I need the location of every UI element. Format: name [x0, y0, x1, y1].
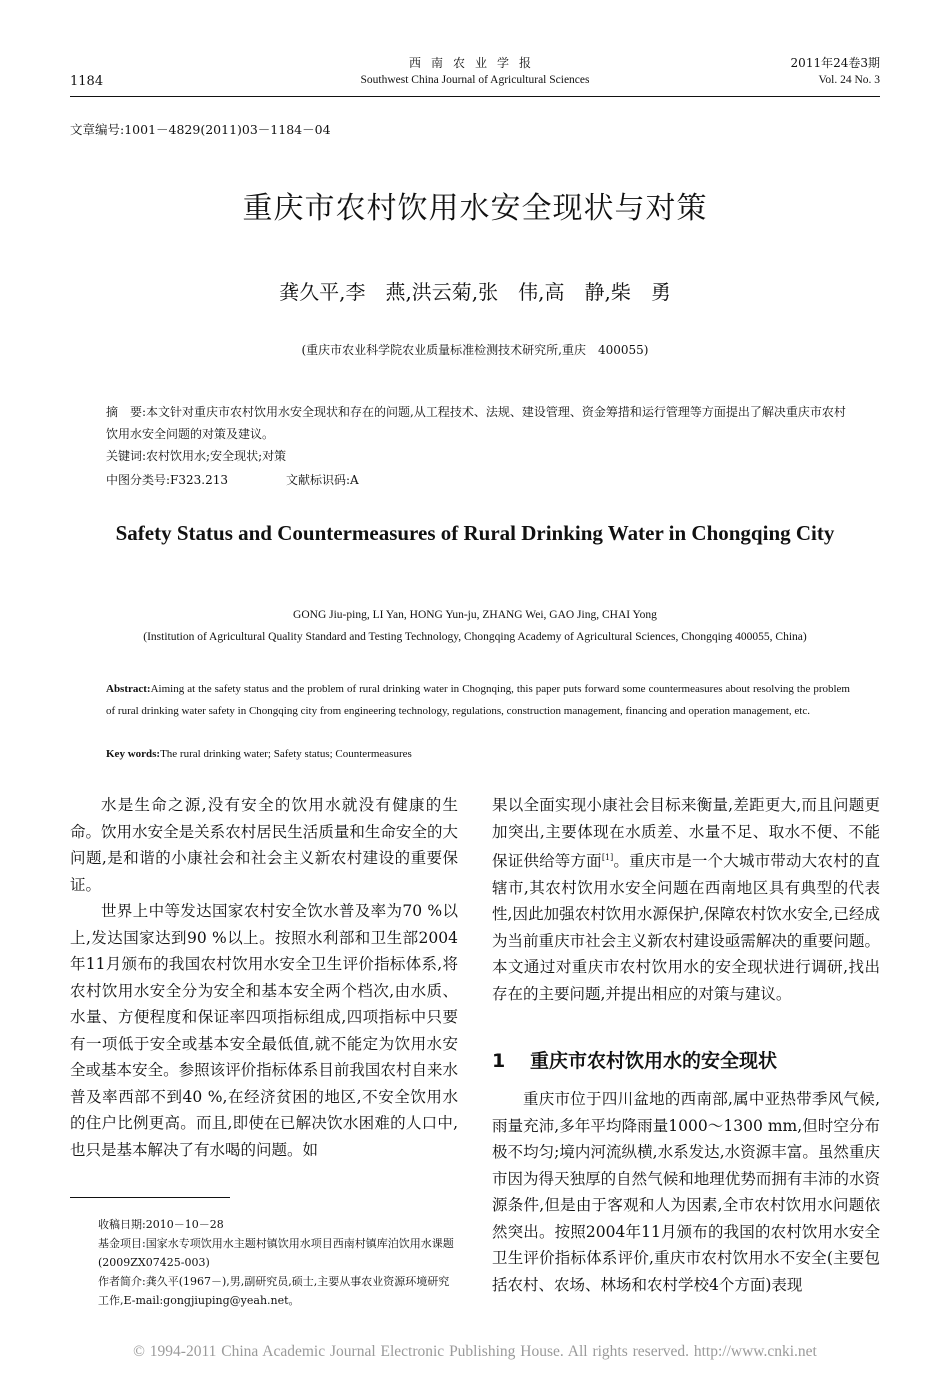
keywords-en-text: The rural drinking water; Safety status; Countermeasures: [160, 748, 412, 760]
authors-cn: 龚久平,李 燕,洪云菊,张 伟,高 静,柴 勇: [279, 280, 671, 304]
footnote-divider: [70, 1197, 230, 1198]
header-divider: [70, 96, 880, 97]
keywords-en-label: Key words:: [106, 748, 161, 760]
body-text: 果以全面实现小康社会目标来衡量,差距更大,而且问题更加突出,主要体现在水质差、水量不足、取水不便、不能保证供给等方面: [492, 796, 880, 871]
page-number: 1184: [70, 74, 104, 89]
body-paragraph: 重庆市位于四川盆地的西南部,属中亚热带季风气候,雨量充沛,多年平均降雨量1000～1300 mm,但时空分布极不均匀;境内河流纵横,水系发达,水资源丰富。虽然重庆市因为得天独厚的自然气候和地理优势而拥有丰沛的水资源条件,但是由于客观和人为因素,全市农村饮用水问题依然突出。按照2004年11月颁布的我国的农村饮用水安全卫生评价指标体系评价,重庆市农村饮用水不安全(主要包括农村、农场、林场和农村学校4个方面)表现: [492, 1090, 880, 1294]
keywords-cn: 关键词:农村饮用水;安全现状;对策: [106, 449, 287, 463]
classification-line: [106, 469, 850, 491]
abstract-en-text: Aiming at the safety status and the problem of rural drinking water in Chognqing, this paper puts forward some countermeasures about resolving the problem of rural drinking water safety in Chongqing city from engineering technology, regulations, construction management, financing and operation management, etc.: [106, 683, 850, 717]
reference-citation[interactable]: [1]: [601, 853, 614, 862]
authors-en: GONG Jiu-ping, LI Yan, HONG Yun-ju, ZHANG Wei, GAO Jing, CHAI Yong: [293, 609, 657, 621]
title-cn: 重庆市农村饮用水安全现状与对策: [242, 191, 708, 226]
body-right-column-bottom: [492, 1086, 880, 1298]
footnote-received: 收稿日期:2010－10－28: [98, 1218, 224, 1231]
affiliation-en: (Institution of Agricultural Quality Standard and Testing Technology, Chongqing Academy of Agricultural Sciences, Chongqing 400055, China): [143, 631, 807, 643]
body-paragraph: [492, 792, 880, 1007]
clc-number: 中图分类号:F323.213: [106, 473, 228, 487]
abstract-en: [106, 679, 850, 722]
section-title: 重庆市农村饮用水的安全现状: [530, 1050, 778, 1072]
footnote-fund: 基金项目:国家水专项饮用水主题村镇饮用水项目西南村镇库泊饮用水课题(2009ZX07425-003): [98, 1237, 454, 1269]
journal-name-cn: 西南农业学报: [408, 56, 541, 70]
body-right-column-top: [492, 792, 880, 1007]
body-left-column: [70, 792, 458, 1163]
title-en: Safety Status and Countermeasures of Rural Drinking Water in Chongqing City: [115, 521, 835, 545]
section-number: 1: [492, 1050, 506, 1072]
body-paragraph: 水是生命之源,没有安全的饮用水就没有健康的生命。饮用水安全是关系农村居民生活质量和生命安全的大问题,是和谐的小康社会和社会主义新农村建设的重要保证。: [70, 796, 458, 894]
body-text: 。重庆市是一个大城市带动大农村的直辖市,其农村饮用水安全问题在西南地区具有典型的代表性,因此加强农村饮用水源保护,保障农村饮水安全,已经成为当前重庆市社会主义新农村建设亟需解决的重要问题。本文通过对重庆市农村饮用水的安全现状进行调研,找出存在的主要问题,并提出相应的对策与建议。: [492, 852, 880, 1003]
footnotes: [98, 1215, 460, 1310]
issue-info-cn: 2011年24卷3期: [790, 56, 880, 70]
abstract-en-label: Abstract:: [106, 683, 151, 695]
journal-name-en: Southwest China Journal of Agricultural Sciences: [360, 74, 590, 86]
body-paragraph: 世界上中等发达国家农村安全饮水普及率为70 %以上,发达国家达到90 %以上。按照水利部和卫生部2004年11月颁布的我国农村饮用水安全卫生评价指标体系,将农村饮用水安全分为安全和基本安全两个档次,由水质、水量、方便程度和保证率四项指标组成,四项指标中只要有一项低于安全或基本安全最低值,就不能定为饮用水安全或基本安全。参照该评价指标体系目前我国农村自来水普及率西部不到40 %,在经济贫困的地区,不安全饮用水的住户比例更高。而且,即使在已解决饮水困难的人口中,也只是基本解决了有水喝的问题。如: [70, 902, 458, 1159]
section-heading: [492, 1046, 777, 1073]
abstract-cn: 摘 要:本文针对重庆市农村饮用水安全现状和存在的问题,从工程技术、法规、建设管理、资金筹措和运行管理等方面提出了解决重庆市农村饮用水安全问题的对策及建议。: [106, 405, 846, 441]
document-code: 文献标识码:A: [286, 473, 359, 487]
affiliation-cn: (重庆市农业科学院农业质量标准检测技术研究所,重庆 400055): [301, 343, 649, 357]
article-number: 文章编号:1001－4829(2011)03－1184－04: [70, 122, 331, 137]
issue-info-en: Vol. 24 No. 3: [818, 74, 880, 86]
footnote-author-bio: 作者简介:龚久平(1967－),男,副研究员,硕士,主要从事农业资源环境研究工作,E-mail:gongjiuping@yeah.net。: [98, 1275, 450, 1307]
keywords-en: [106, 744, 850, 766]
copyright-notice: © 1994-2011 China Academic Journal Electronic Publishing House. All rights reserved. http://www.cnki.net: [133, 1343, 817, 1360]
